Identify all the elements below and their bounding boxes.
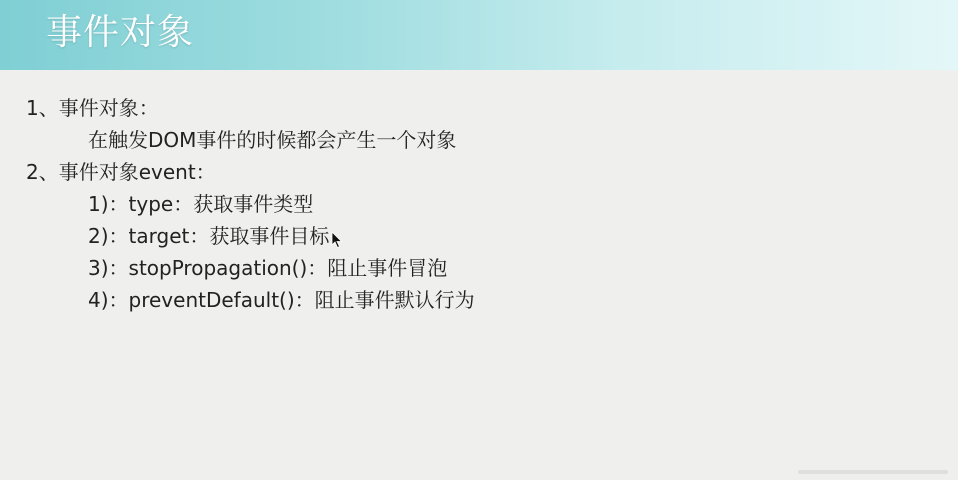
item-1-description: 在触发DOM事件的时候都会产生一个对象 <box>88 128 457 152</box>
item-1-heading: 1、事件对象： <box>26 96 159 120</box>
item-2-heading: 2、事件对象event： <box>26 160 216 184</box>
slide-title: 事件对象 <box>46 12 195 53</box>
subitem-type: 1)：type：获取事件类型 <box>88 192 314 216</box>
subitem-stop-propagation: 3)：stopPropagation()：阻止事件冒泡 <box>88 256 448 280</box>
subitem-prevent-default: 4)：preventDefault()：阻止事件默认行为 <box>88 288 475 312</box>
mouse-pointer-icon <box>331 231 343 249</box>
subitem-target: 2)：target：获取事件目标 <box>88 224 330 248</box>
watermark-decoration <box>798 468 948 476</box>
